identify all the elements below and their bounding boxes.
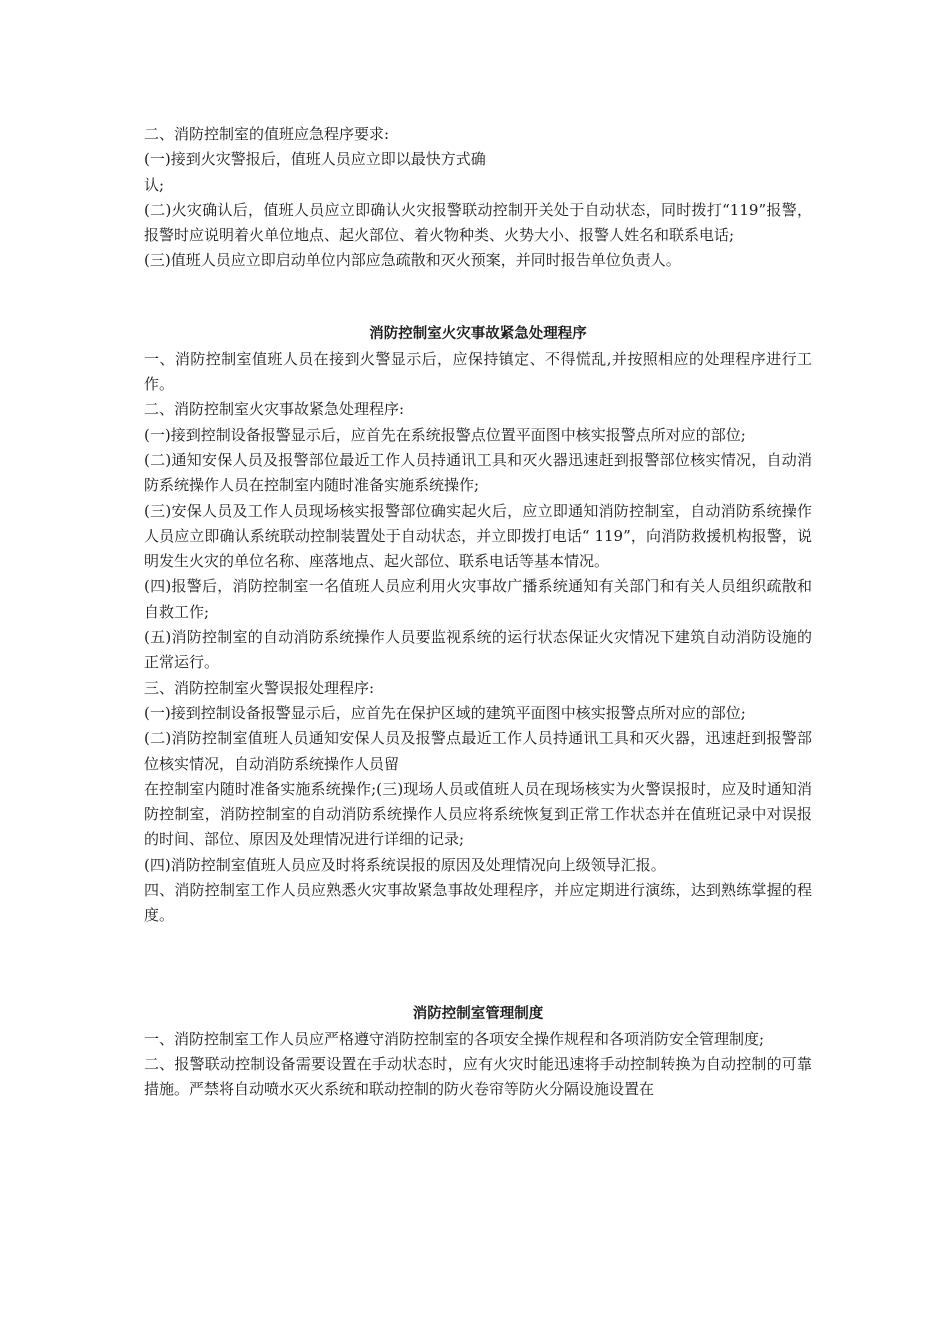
- paragraph: (三)安保人员及工作人员现场核实报警部位确实起火后，应立即通知消防控制室，自动消防系统操作人员应立即确认系统联动控制装置处于自动状态，并立即拨打电话“ 119”，向消防救援机构报警，说明发生火灾的单位名称、座落地点、起火部位、联系电话等基本情况。: [144, 501, 812, 571]
- paragraph: 二、报警联动控制设备需要设置在手动状态时，应有火灾时能迅速将手动控制转换为自动控制的可靠措施。严禁将自动喷水灭火系统和联动控制的防火卷帘等防火分隔设施设置在: [144, 1054, 812, 1099]
- paragraph: (二)消防控制室值班人员通知安保人员及报警点最近工作人员持通讯工具和灭火器，迅速赶到报警部位核实情况，自动消防系统操作人员留: [144, 729, 812, 773]
- paragraph: 一、消防控制室工作人员应严格遵守消防控制室的各项安全操作规程和各项消防安全管理制度;: [144, 1029, 765, 1048]
- section-spacer: [144, 929, 812, 1002]
- section-control-room-rules: [144, 1002, 812, 1103]
- paragraph: 二、消防控制室火灾事故紧急处理程序:: [144, 400, 405, 419]
- paragraph: (四)报警后，消防控制室一名值班人员应利用火灾事故广播系统通知有关部门和有关人员组织疏散和自救工作;: [144, 577, 812, 621]
- paragraph: 在控制室内随时准备实施系统操作;(三)现场人员或值班人员在现场核实为火警误报时，应及时通知消防控制室，消防控制室的自动消防系统操作人员应将系统恢复到正常工作状态并在值班记录中对误报的时间、部位、原因及处理情况进行详细的记录;: [144, 779, 812, 849]
- paragraph: (一)接到控制设备报警显示后，应首先在保护区域的建筑平面图中核实报警点所对应的部位;: [144, 703, 746, 722]
- paragraph: 四、消防控制室工作人员应熟悉火灾事故紧急事故处理程序，并应定期进行演练，达到熟练掌握的程度。: [144, 881, 812, 925]
- paragraph: (二)通知安保人员及报警部位最近工作人员持通讯工具和灭火器迅速赶到报警部位核实情况，自动消防系统操作人员在控制室内随时准备实施系统操作;: [144, 450, 812, 495]
- section-title: 消防控制室管理制度: [412, 1005, 544, 1022]
- paragraph: (一)接到火灾警报后，值班人员应立即以最快方式确: [144, 150, 486, 169]
- document-page: [144, 122, 812, 1103]
- paragraph: (五)消防控制室的自动消防系统操作人员要监视系统的运行状态保证火灾情况下建筑自动消防设施的正常运行。: [144, 628, 812, 672]
- paragraph: (四)消防控制室值班人员应及时将系统误报的原因及处理情况向上级领导汇报。: [144, 855, 666, 874]
- section-title: 消防控制室火灾事故紧急处理程序: [369, 325, 587, 342]
- paragraph: 三、消防控制室火警误报处理程序:: [144, 678, 375, 697]
- paragraph: (二)火灾确认后，值班人员应立即确认火灾报警联动控制开关处于自动状态，同时拨打“119”报警，报警时应说明着火单位地点、起火部位、着火物种类、火势大小、报警人姓名和联系电话;: [144, 200, 812, 245]
- section-spacer: [144, 274, 812, 322]
- paragraph: 二、消防控制室的值班应急程序要求:: [144, 125, 390, 143]
- paragraph: 一、消防控制室值班人员在接到火警显示后，应保持镇定、不得慌乱,并按照相应的处理程序进行工作。: [144, 349, 812, 394]
- paragraph: (三)值班人员应立即启动单位内部应急疏散和灭火预案，并同时报告单位负责人。: [144, 251, 681, 270]
- section-duty-emergency-procedure: [144, 122, 812, 274]
- paragraph: (一)接到控制设备报警显示后，应首先在系统报警点位置平面图中核实报警点所对应的部位;: [144, 425, 746, 444]
- paragraph: 认;: [144, 175, 165, 194]
- section-fire-emergency-procedure: [144, 322, 812, 929]
